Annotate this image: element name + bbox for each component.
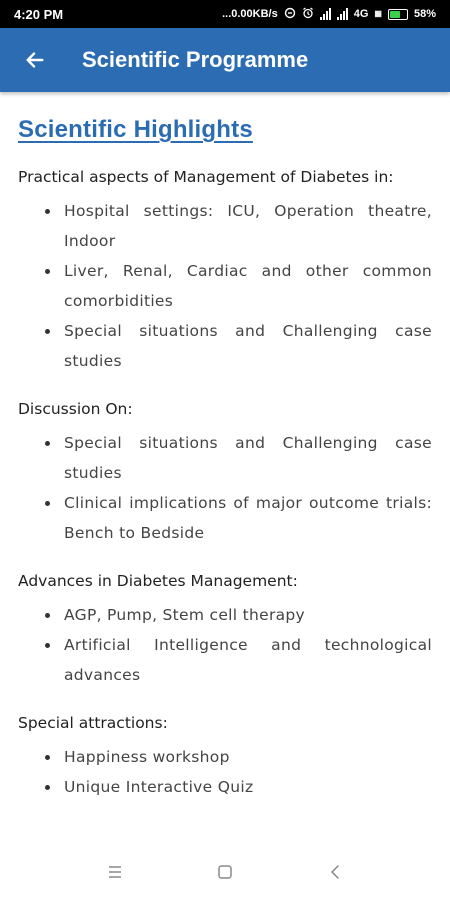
- system-back-button[interactable]: [315, 852, 355, 892]
- bullet-list: [18, 196, 432, 376]
- back-chevron-icon: [328, 864, 342, 880]
- back-button[interactable]: [0, 28, 70, 92]
- app-bar: [0, 28, 450, 92]
- section-advances: [18, 566, 432, 690]
- home-button[interactable]: [205, 852, 245, 892]
- list-item: Hospital settings: ICU, Operation theatre, Indoor: [18, 196, 432, 256]
- bullet-list: [18, 428, 432, 548]
- home-square-icon: [217, 864, 233, 880]
- section-special-attractions: [18, 708, 432, 802]
- data-saver-icon: [284, 7, 296, 22]
- volte-icon: ▦: [374, 9, 382, 18]
- recents-button[interactable]: [95, 852, 135, 892]
- list-item: Unique Interactive Quiz: [18, 772, 432, 802]
- section-practical-aspects: [18, 162, 432, 376]
- main-content: [0, 92, 450, 802]
- status-icons: [222, 7, 436, 22]
- status-time: 4:20 PM: [14, 6, 64, 22]
- list-item: Artificial Intelligence and technological advances: [18, 630, 432, 690]
- section-discussion: [18, 394, 432, 548]
- bullet-list: [18, 742, 432, 802]
- list-item: Happiness workshop: [18, 742, 432, 772]
- list-item: AGP, Pump, Stem cell therapy: [18, 600, 432, 630]
- list-item: Clinical implications of major outcome trials: Bench to Bedside: [18, 488, 432, 548]
- alarm-icon: [302, 7, 314, 22]
- battery-percent: 58%: [413, 8, 436, 20]
- list-item: Special situations and Challenging case studies: [18, 316, 432, 376]
- status-bar: [0, 0, 450, 28]
- network-speed: ...0.00KB/s: [222, 8, 278, 20]
- section-title: Advances in Diabetes Management:: [18, 572, 298, 590]
- section-title: Practical aspects of Management of Diabetes in:: [18, 168, 394, 186]
- page-heading: Scientific Highlights: [18, 116, 253, 143]
- battery-icon: [388, 9, 408, 20]
- list-item: Special situations and Challenging case studies: [18, 428, 432, 488]
- system-nav-bar: [0, 844, 450, 900]
- list-item: Liver, Renal, Cardiac and other common comorbidities: [18, 256, 432, 316]
- app-title: Scientific Programme: [82, 47, 309, 72]
- signal-icon-2: [337, 8, 348, 20]
- menu-icon: [107, 865, 123, 879]
- arrow-left-icon: [24, 49, 46, 71]
- section-title: Discussion On:: [18, 400, 133, 418]
- section-title: Special attractions:: [18, 714, 168, 732]
- bullet-list: [18, 600, 432, 690]
- signal-icon-1: [320, 8, 331, 20]
- network-type: 4G: [353, 8, 369, 20]
